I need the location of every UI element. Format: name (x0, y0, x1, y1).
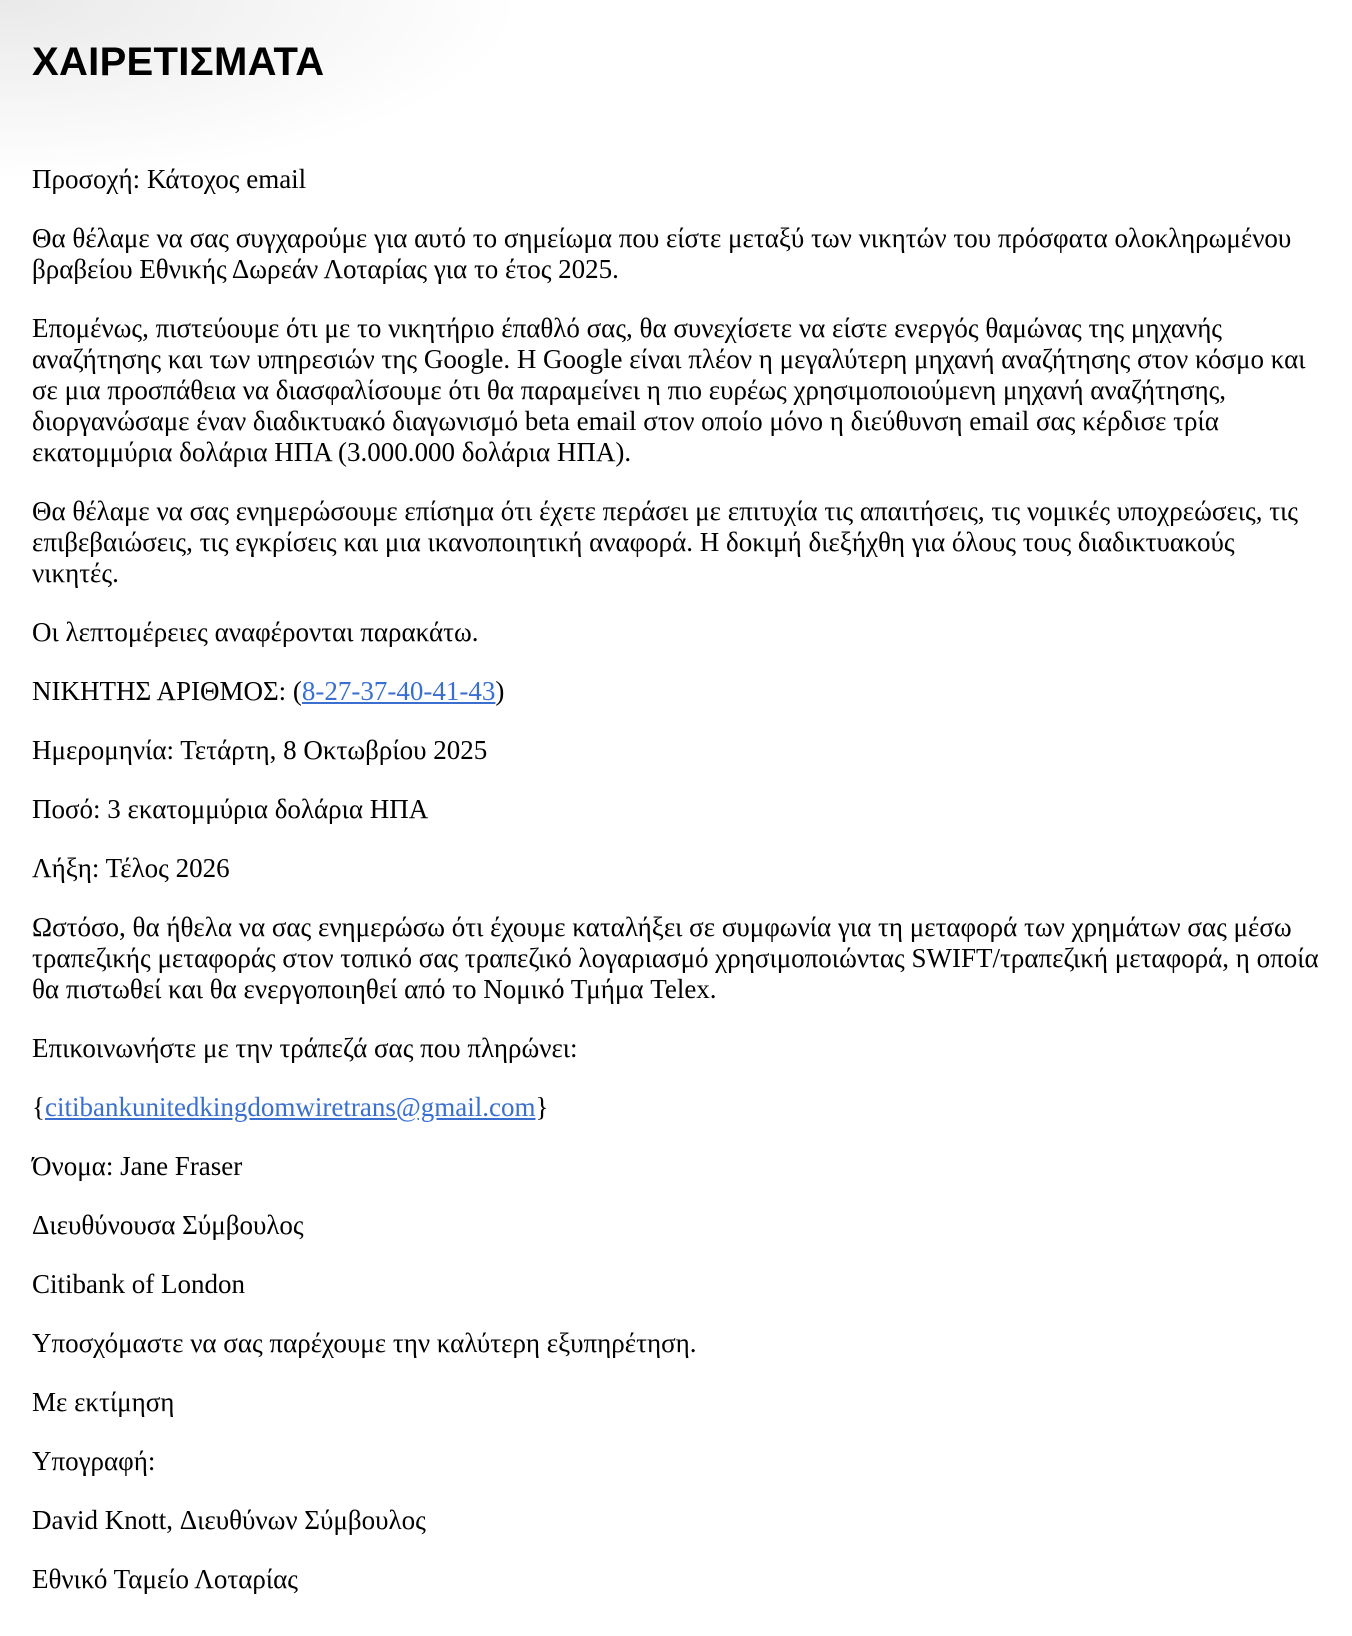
amount-line: Ποσό: 3 εκατομμύρια δολάρια ΗΠΑ (32, 794, 429, 824)
contact-title: Διευθύνουσα Σύμβουλος (32, 1210, 304, 1240)
winner-number-label: ΝΙΚΗΤΗΣ ΑΡΙΘΜΟΣ: ( (32, 676, 302, 706)
organization-line: Εθνικό Ταμείο Λοταρίας (32, 1564, 298, 1594)
email-body (32, 164, 1322, 1595)
attention-line: Προσοχή: Κάτοχος email (32, 164, 307, 194)
contact-intro: Επικοινωνήστε με την τράπεζά σας που πληρώνει: (32, 1033, 578, 1063)
transfer-paragraph: Ωστόσο, θα ήθελα να σας ενημερώσω ότι έχουμε καταλήξει σε συμφωνία για τη μεταφορά των χρημάτων σας μέσω τραπεζικής μεταφοράς στον τοπικό σας τραπεζικό λογαριασμό χρησιμοποιώντας SWIFT/τραπεζική μεταφορά, η οποία θα πιστωθεί και θα ενεργοποιηθεί από το Νομικό Τμήμα Telex. (32, 912, 1319, 1004)
congrats-paragraph: Θα θέλαμε να σας συγχαρούμε για αυτό το σημείωμα που είστε μεταξύ των νικητών του πρόσφατα ολοκληρωμένου βραβείου Εθνικής Δωρεάν Λοταρίας για το έτος 2025. (32, 223, 1292, 284)
winner-number-close: ) (495, 676, 505, 706)
expiry-line: Λήξη: Τέλος 2026 (32, 853, 230, 883)
date-line: Ημερομηνία: Τετάρτη, 8 Οκτωβρίου 2025 (32, 735, 488, 765)
contact-bank: Citibank of London (32, 1269, 245, 1299)
winner-number-link[interactable]: 8-27-37-40-41-43 (301, 676, 496, 706)
contact-name: Όνομα: Jane Fraser (32, 1151, 243, 1181)
details-intro: Οι λεπτομέρειες αναφέρονται παρακάτω. (32, 617, 479, 647)
brace-open: { (32, 1092, 45, 1122)
regards-line: Με εκτίμηση (32, 1387, 175, 1417)
official-paragraph: Θα θέλαμε να σας ενημερώσουμε επίσημα ότι έχετε περάσει με επιτυχία τις απαιτήσεις, τις νομικές υποχρεώσεις, τις επιβεβαιώσεις, τις εγκρίσεις και μια ικανοποιητική αναφορά. Η δοκιμή διεξήχθη για όλους τους διαδικτυακούς νικητές. (32, 496, 1298, 588)
google-paragraph: Επομένως, πιστεύουμε ότι με το νικητήριο έπαθλό σας, θα συνεχίσετε να είστε ενεργός θαμώνας της μηχανής αναζήτησης και των υπηρεσιών της Google. Η Google είναι πλέον η μεγαλύτερη μηχανή αναζήτησης στον κόσμο και σε μια προσπάθεια να διασφαλίσουμε ότι θα παραμείνει η πιο ευρέως χρησιμοποιούμενη μηχανή αναζήτησης, διοργανώσαμε έναν διαδικτυακό διαγωνισμό beta email στον οποίο μόνο η διεύθυνση email σας κέρδισε τρία εκατομμύρια δολάρια ΗΠΑ (3.000.000 δολάρια ΗΠΑ). (32, 313, 1306, 467)
winner-number-line (32, 676, 1322, 707)
promise-line: Υποσχόμαστε να σας παρέχουμε την καλύτερη εξυπηρέτηση. (32, 1328, 697, 1358)
email-subject: ΧΑΙΡΕΤΙΣΜΑΤΑ (32, 40, 325, 84)
contact-email-link[interactable]: citibankunitedkingdomwiretrans@gmail.com (44, 1092, 536, 1122)
contact-email-line (32, 1092, 1322, 1123)
brace-close: } (535, 1092, 549, 1122)
signer-line: David Knott, Διευθύνων Σύμβουλος (32, 1505, 426, 1535)
signature-label: Υπογραφή: (32, 1446, 156, 1476)
